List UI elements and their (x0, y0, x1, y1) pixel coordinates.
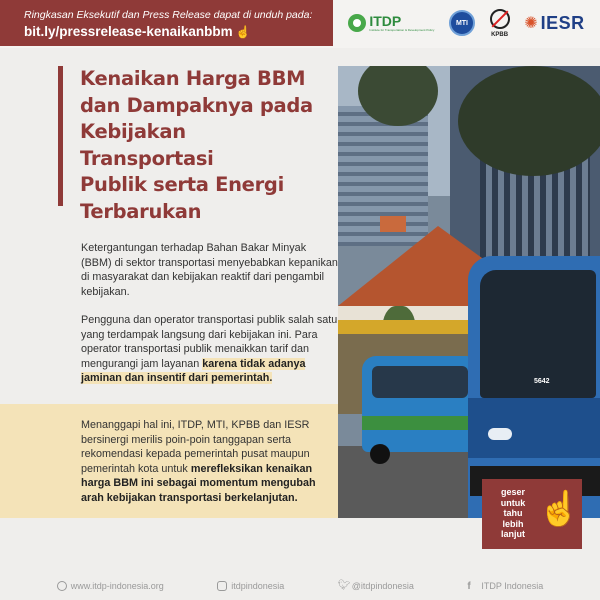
impact-text: Pengguna dan operator transportasi publik salah satu yang terdampak langsung dari kebijakan ini. Para operator transportasi publik menaikkan tarif dan mengurangi jam layanan (81, 314, 338, 370)
street-photo (338, 66, 600, 518)
headline-line: Kebijakan Transportasi (80, 120, 214, 170)
footer-facebook[interactable] (467, 581, 543, 591)
response-emphasis: merefleksikan kenaikan harga BBM ini sebagai momentum mengubah arah kebijakan transportasi berkelanjutan. (81, 462, 316, 504)
top-bar (0, 0, 600, 48)
mti-logo-icon: MTI (449, 10, 475, 36)
pointer-hand-icon: ☝ (235, 24, 251, 39)
headline-accent-bar (58, 66, 63, 206)
footer (0, 571, 600, 600)
mti-logo (449, 10, 475, 36)
footer-website-text[interactable]: www.itdp-indonesia.org (70, 580, 164, 591)
headline-line: dan Dampaknya pada (80, 93, 313, 117)
itdp-logo-subtitle: Institute for Transportation & Development Policy (369, 28, 435, 32)
partner-logos (333, 0, 600, 46)
globe-icon (57, 581, 67, 591)
impact-highlight: karena tidak adanya jaminan dan insentif dari pemerintah. (81, 357, 306, 385)
kpbb-logo (490, 9, 510, 38)
photo-tree (458, 66, 600, 176)
photo-cupola (380, 216, 406, 232)
headline-line: Publik serta Energi (80, 173, 284, 196)
swipe-cta[interactable] (482, 479, 582, 549)
kpbb-logo-text: KPBB (491, 31, 509, 38)
facebook-icon: f (467, 580, 471, 592)
footer-instagram[interactable] (217, 581, 284, 591)
headline-line: Kenaikan Harga BBM (80, 67, 306, 90)
response-text: Menanggapi hal ini, ITDP, MTI, KPBB dan IESR bersinergi merilis poin-poin tanggapan serta rekomendasi kepada pemerintah pusat maupun pemerintah kota untuk (81, 419, 310, 475)
download-link-text[interactable]: bit.ly/pressrelease-kenaikanbbm (24, 24, 233, 39)
instagram-icon (217, 581, 227, 591)
itdp-logo-text: ITDP (369, 13, 402, 29)
photo-bus-headlight (488, 428, 512, 440)
footer-twitter[interactable] (338, 581, 414, 591)
cta-line: tahu (503, 508, 523, 518)
download-link[interactable] (24, 24, 333, 39)
headline-line: Terbarukan (80, 199, 202, 223)
cta-line: lanjut (501, 529, 525, 539)
footer-website[interactable] (57, 581, 164, 591)
headline (80, 66, 325, 225)
photo-bus-front (468, 398, 600, 458)
cta-line: geser (500, 487, 526, 497)
download-link-box[interactable] (0, 0, 333, 46)
photo-minibus-stripe (362, 416, 480, 430)
download-caption: Ringkasan Eksekutif dan Press Release dapat di unduh pada: (24, 9, 313, 21)
twitter-icon: 🐦︎ (337, 579, 351, 591)
swipe-hand-icon: ☝ (538, 490, 581, 528)
footer-instagram-text[interactable]: itdpindonesia (231, 580, 285, 591)
cta-line: lebih (502, 518, 524, 529)
footer-twitter-text[interactable]: @itdpindonesia (351, 580, 414, 591)
impact-paragraph (81, 313, 339, 386)
kpbb-logo-icon (490, 9, 510, 29)
itdp-logo-icon (348, 14, 366, 32)
cta-line: untuk (500, 497, 526, 508)
itdp-logo (348, 14, 434, 32)
photo-minibus-wheel (370, 444, 390, 464)
iesr-logo-icon: ✺ (524, 15, 538, 32)
intro-paragraph: Ketergantungan terhadap Bahan Bakar Minyak (BBM) di sektor transportasi menyebabkan kepanikan di masyarakat dan kebijakan reaktif dari pengambil kebijakan. (81, 242, 338, 298)
iesr-logo (524, 13, 584, 34)
footer-facebook-text[interactable]: ITDP Indonesia (481, 580, 544, 591)
iesr-logo-text: IESR (540, 12, 585, 33)
photo-minibus-window (372, 366, 468, 398)
swipe-cta-text (490, 487, 536, 540)
photo-bus-number: 5642 (534, 378, 550, 385)
response-paragraph (81, 418, 339, 506)
